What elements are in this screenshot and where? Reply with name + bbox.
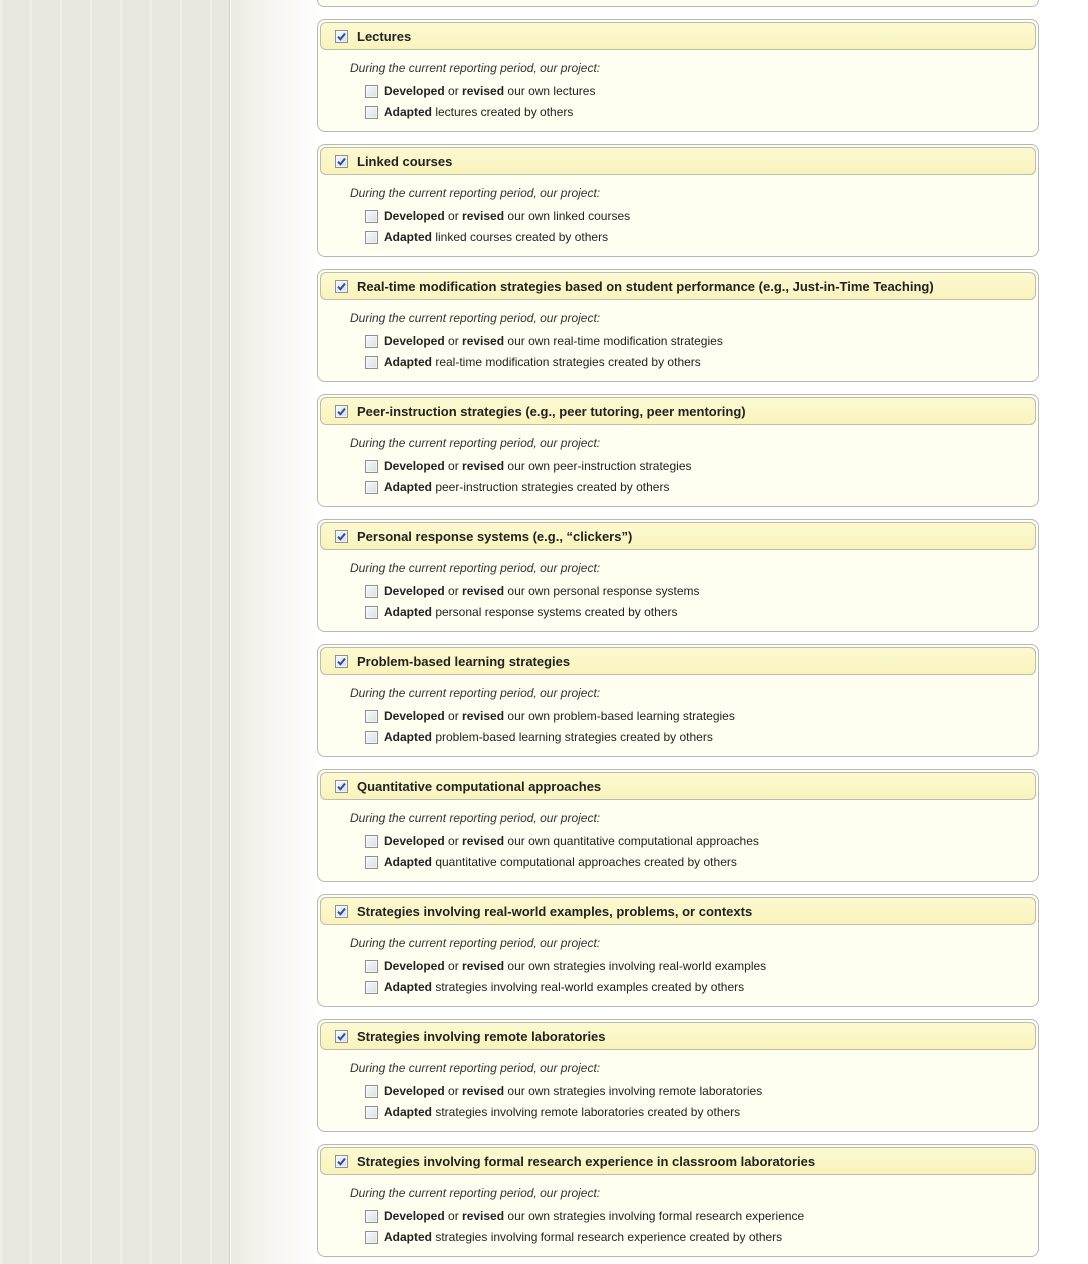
strategy-section-title: Quantitative computational approaches bbox=[357, 778, 602, 794]
strategy-section-body bbox=[318, 177, 1038, 244]
strategy-section-title: Strategies involving real-world examples, problems, or contexts bbox=[357, 903, 753, 919]
strategy-section-card bbox=[317, 894, 1039, 1007]
strategy-section-header[interactable] bbox=[320, 1147, 1036, 1175]
option-list bbox=[365, 334, 1026, 369]
adapted-option-row bbox=[365, 230, 1026, 244]
adapted-option-row bbox=[365, 855, 1026, 869]
adapted-checkbox[interactable] bbox=[365, 231, 378, 244]
strategy-section-card bbox=[317, 19, 1039, 132]
developed-checkbox[interactable] bbox=[365, 710, 378, 723]
adapted-option-row bbox=[365, 355, 1026, 369]
developed-option-row bbox=[365, 1209, 1026, 1223]
checkmark-icon bbox=[336, 156, 347, 167]
developed-option-row bbox=[365, 1084, 1026, 1098]
adapted-option-label: Adapted real-time modification strategies created by others bbox=[384, 355, 701, 369]
developed-option-label: Developed or revised our own strategies involving remote laboratories bbox=[384, 1084, 763, 1098]
adapted-checkbox[interactable] bbox=[365, 606, 378, 619]
adapted-checkbox[interactable] bbox=[365, 981, 378, 994]
checkmark-icon bbox=[336, 1031, 347, 1042]
strategy-section-body bbox=[318, 552, 1038, 619]
reporting-period-prompt: During the current reporting period, our project: bbox=[350, 61, 601, 75]
strategy-section-body bbox=[318, 802, 1038, 869]
adapted-option-row bbox=[365, 1105, 1026, 1119]
option-list bbox=[365, 209, 1026, 244]
strategy-section-card bbox=[317, 519, 1039, 632]
strategy-section-title: Strategies involving formal research experience in classroom laboratories bbox=[357, 1153, 816, 1169]
developed-checkbox[interactable] bbox=[365, 835, 378, 848]
checkmark-icon bbox=[336, 656, 347, 667]
strategy-section-header[interactable] bbox=[320, 272, 1036, 300]
strategy-section-checkbox[interactable] bbox=[335, 155, 348, 168]
developed-option-label: Developed or revised our own lectures bbox=[384, 84, 596, 98]
reporting-period-prompt: During the current reporting period, our project: bbox=[350, 686, 601, 700]
developed-option-row bbox=[365, 584, 1026, 598]
strategy-section-card bbox=[317, 1144, 1039, 1257]
adapted-checkbox[interactable] bbox=[365, 106, 378, 119]
reporting-period-prompt: During the current reporting period, our project: bbox=[350, 1061, 601, 1075]
strategy-section-body bbox=[318, 52, 1038, 119]
option-list bbox=[365, 459, 1026, 494]
developed-option-row bbox=[365, 334, 1026, 348]
adapted-checkbox[interactable] bbox=[365, 1231, 378, 1244]
adapted-checkbox[interactable] bbox=[365, 731, 378, 744]
checkmark-icon bbox=[336, 281, 347, 292]
strategy-section-checkbox[interactable] bbox=[335, 530, 348, 543]
developed-checkbox[interactable] bbox=[365, 460, 378, 473]
adapted-option-label: Adapted peer-instruction strategies created by others bbox=[384, 480, 670, 494]
page-left-margin bbox=[0, 0, 230, 1264]
developed-option-row bbox=[365, 834, 1026, 848]
developed-option-label: Developed or revised our own strategies involving real-world examples bbox=[384, 959, 767, 973]
option-list bbox=[365, 584, 1026, 619]
developed-option-row bbox=[365, 959, 1026, 973]
adapted-option-row bbox=[365, 980, 1026, 994]
adapted-option-label: Adapted personal response systems created by others bbox=[384, 605, 678, 619]
reporting-period-prompt: During the current reporting period, our project: bbox=[350, 186, 601, 200]
developed-checkbox[interactable] bbox=[365, 585, 378, 598]
developed-checkbox[interactable] bbox=[365, 335, 378, 348]
developed-option-label: Developed or revised our own quantitative computational approaches bbox=[384, 834, 759, 848]
strategy-section-header[interactable] bbox=[320, 647, 1036, 675]
strategy-section-checkbox[interactable] bbox=[335, 1030, 348, 1043]
adapted-option-label: Adapted lectures created by others bbox=[384, 105, 574, 119]
developed-checkbox[interactable] bbox=[365, 210, 378, 223]
checkmark-icon bbox=[336, 1156, 347, 1167]
strategy-section-card bbox=[317, 644, 1039, 757]
developed-option-row bbox=[365, 84, 1026, 98]
strategy-section-title: Linked courses bbox=[357, 153, 453, 169]
adapted-option-row bbox=[365, 480, 1026, 494]
strategy-section-list bbox=[317, 19, 1039, 1257]
adapted-checkbox[interactable] bbox=[365, 356, 378, 369]
reporting-period-prompt: During the current reporting period, our project: bbox=[350, 811, 601, 825]
strategy-section-checkbox[interactable] bbox=[335, 30, 348, 43]
strategy-section-body bbox=[318, 677, 1038, 744]
adapted-option-label: Adapted strategies involving formal research experience created by others bbox=[384, 1230, 783, 1244]
developed-checkbox[interactable] bbox=[365, 1085, 378, 1098]
developed-option-label: Developed or revised our own personal response systems bbox=[384, 584, 700, 598]
developed-option-label: Developed or revised our own linked courses bbox=[384, 209, 631, 223]
adapted-option-row bbox=[365, 105, 1026, 119]
strategy-section-checkbox[interactable] bbox=[335, 280, 348, 293]
adapted-checkbox[interactable] bbox=[365, 481, 378, 494]
reporting-period-prompt: During the current reporting period, our project: bbox=[350, 1186, 601, 1200]
strategy-section-title: Lectures bbox=[357, 28, 412, 44]
developed-option-label: Developed or revised our own peer-instruction strategies bbox=[384, 459, 692, 473]
strategy-section-header[interactable] bbox=[320, 522, 1036, 550]
adapted-option-label: Adapted strategies involving real-world examples created by others bbox=[384, 980, 745, 994]
checkmark-icon bbox=[336, 406, 347, 417]
strategy-section-title: Strategies involving remote laboratories bbox=[357, 1028, 606, 1044]
strategy-section-body bbox=[318, 427, 1038, 494]
strategy-section-checkbox[interactable] bbox=[335, 905, 348, 918]
option-list bbox=[365, 1209, 1026, 1244]
adapted-option-label: Adapted problem-based learning strategies created by others bbox=[384, 730, 713, 744]
strategy-section-header[interactable] bbox=[320, 147, 1036, 175]
strategy-section-body bbox=[318, 302, 1038, 369]
strategy-section-card bbox=[317, 269, 1039, 382]
reporting-period-prompt: During the current reporting period, our project: bbox=[350, 436, 601, 450]
strategy-section-checkbox[interactable] bbox=[335, 780, 348, 793]
strategy-section-checkbox[interactable] bbox=[335, 655, 348, 668]
form-content bbox=[317, 0, 1039, 1257]
strategy-section-body bbox=[318, 927, 1038, 994]
strategy-section-checkbox[interactable] bbox=[335, 405, 348, 418]
strategy-section-checkbox[interactable] bbox=[335, 1155, 348, 1168]
checkmark-icon bbox=[336, 781, 347, 792]
page-edge-shadow bbox=[231, 0, 321, 1264]
adapted-checkbox[interactable] bbox=[365, 1106, 378, 1119]
adapted-option-label: Adapted strategies involving remote laboratories created by others bbox=[384, 1105, 741, 1119]
checkmark-icon bbox=[336, 531, 347, 542]
option-list bbox=[365, 1084, 1026, 1119]
option-list bbox=[365, 709, 1026, 744]
developed-option-row bbox=[365, 709, 1026, 723]
strategy-section-title: Peer-instruction strategies (e.g., peer tutoring, peer mentoring) bbox=[357, 403, 746, 419]
developed-checkbox[interactable] bbox=[365, 960, 378, 973]
developed-checkbox[interactable] bbox=[365, 85, 378, 98]
strategy-section-title: Personal response systems (e.g., “clickers”) bbox=[357, 528, 633, 544]
developed-option-label: Developed or revised our own strategies involving formal research experience bbox=[384, 1209, 805, 1223]
reporting-period-prompt: During the current reporting period, our project: bbox=[350, 311, 601, 325]
previous-section-cutoff bbox=[317, 0, 1039, 7]
strategy-section-header[interactable] bbox=[320, 22, 1036, 50]
strategy-section-header[interactable] bbox=[320, 1022, 1036, 1050]
adapted-option-row bbox=[365, 605, 1026, 619]
strategy-section-header[interactable] bbox=[320, 897, 1036, 925]
strategy-section-card bbox=[317, 144, 1039, 257]
developed-checkbox[interactable] bbox=[365, 1210, 378, 1223]
adapted-option-label: Adapted quantitative computational approaches created by others bbox=[384, 855, 737, 869]
strategy-section-card bbox=[317, 769, 1039, 882]
strategy-section-header[interactable] bbox=[320, 397, 1036, 425]
developed-option-row bbox=[365, 459, 1026, 473]
strategy-section-title: Real-time modification strategies based on student performance (e.g., Just-in-Time Teaching) bbox=[357, 278, 934, 294]
strategy-section-body bbox=[318, 1052, 1038, 1119]
strategy-section-title: Problem-based learning strategies bbox=[357, 653, 571, 669]
developed-option-row bbox=[365, 209, 1026, 223]
adapted-checkbox[interactable] bbox=[365, 856, 378, 869]
option-list bbox=[365, 84, 1026, 119]
developed-option-label: Developed or revised our own problem-based learning strategies bbox=[384, 709, 735, 723]
reporting-period-prompt: During the current reporting period, our project: bbox=[350, 936, 601, 950]
checkmark-icon bbox=[336, 906, 347, 917]
option-list bbox=[365, 959, 1026, 994]
adapted-option-label: Adapted linked courses created by others bbox=[384, 230, 609, 244]
developed-option-label: Developed or revised our own real-time modification strategies bbox=[384, 334, 723, 348]
checkmark-icon bbox=[336, 31, 347, 42]
strategy-section-card bbox=[317, 1019, 1039, 1132]
strategy-section-header[interactable] bbox=[320, 772, 1036, 800]
reporting-period-prompt: During the current reporting period, our project: bbox=[350, 561, 601, 575]
adapted-option-row bbox=[365, 730, 1026, 744]
adapted-option-row bbox=[365, 1230, 1026, 1244]
strategy-section-card bbox=[317, 394, 1039, 507]
strategy-section-body bbox=[318, 1177, 1038, 1244]
option-list bbox=[365, 834, 1026, 869]
